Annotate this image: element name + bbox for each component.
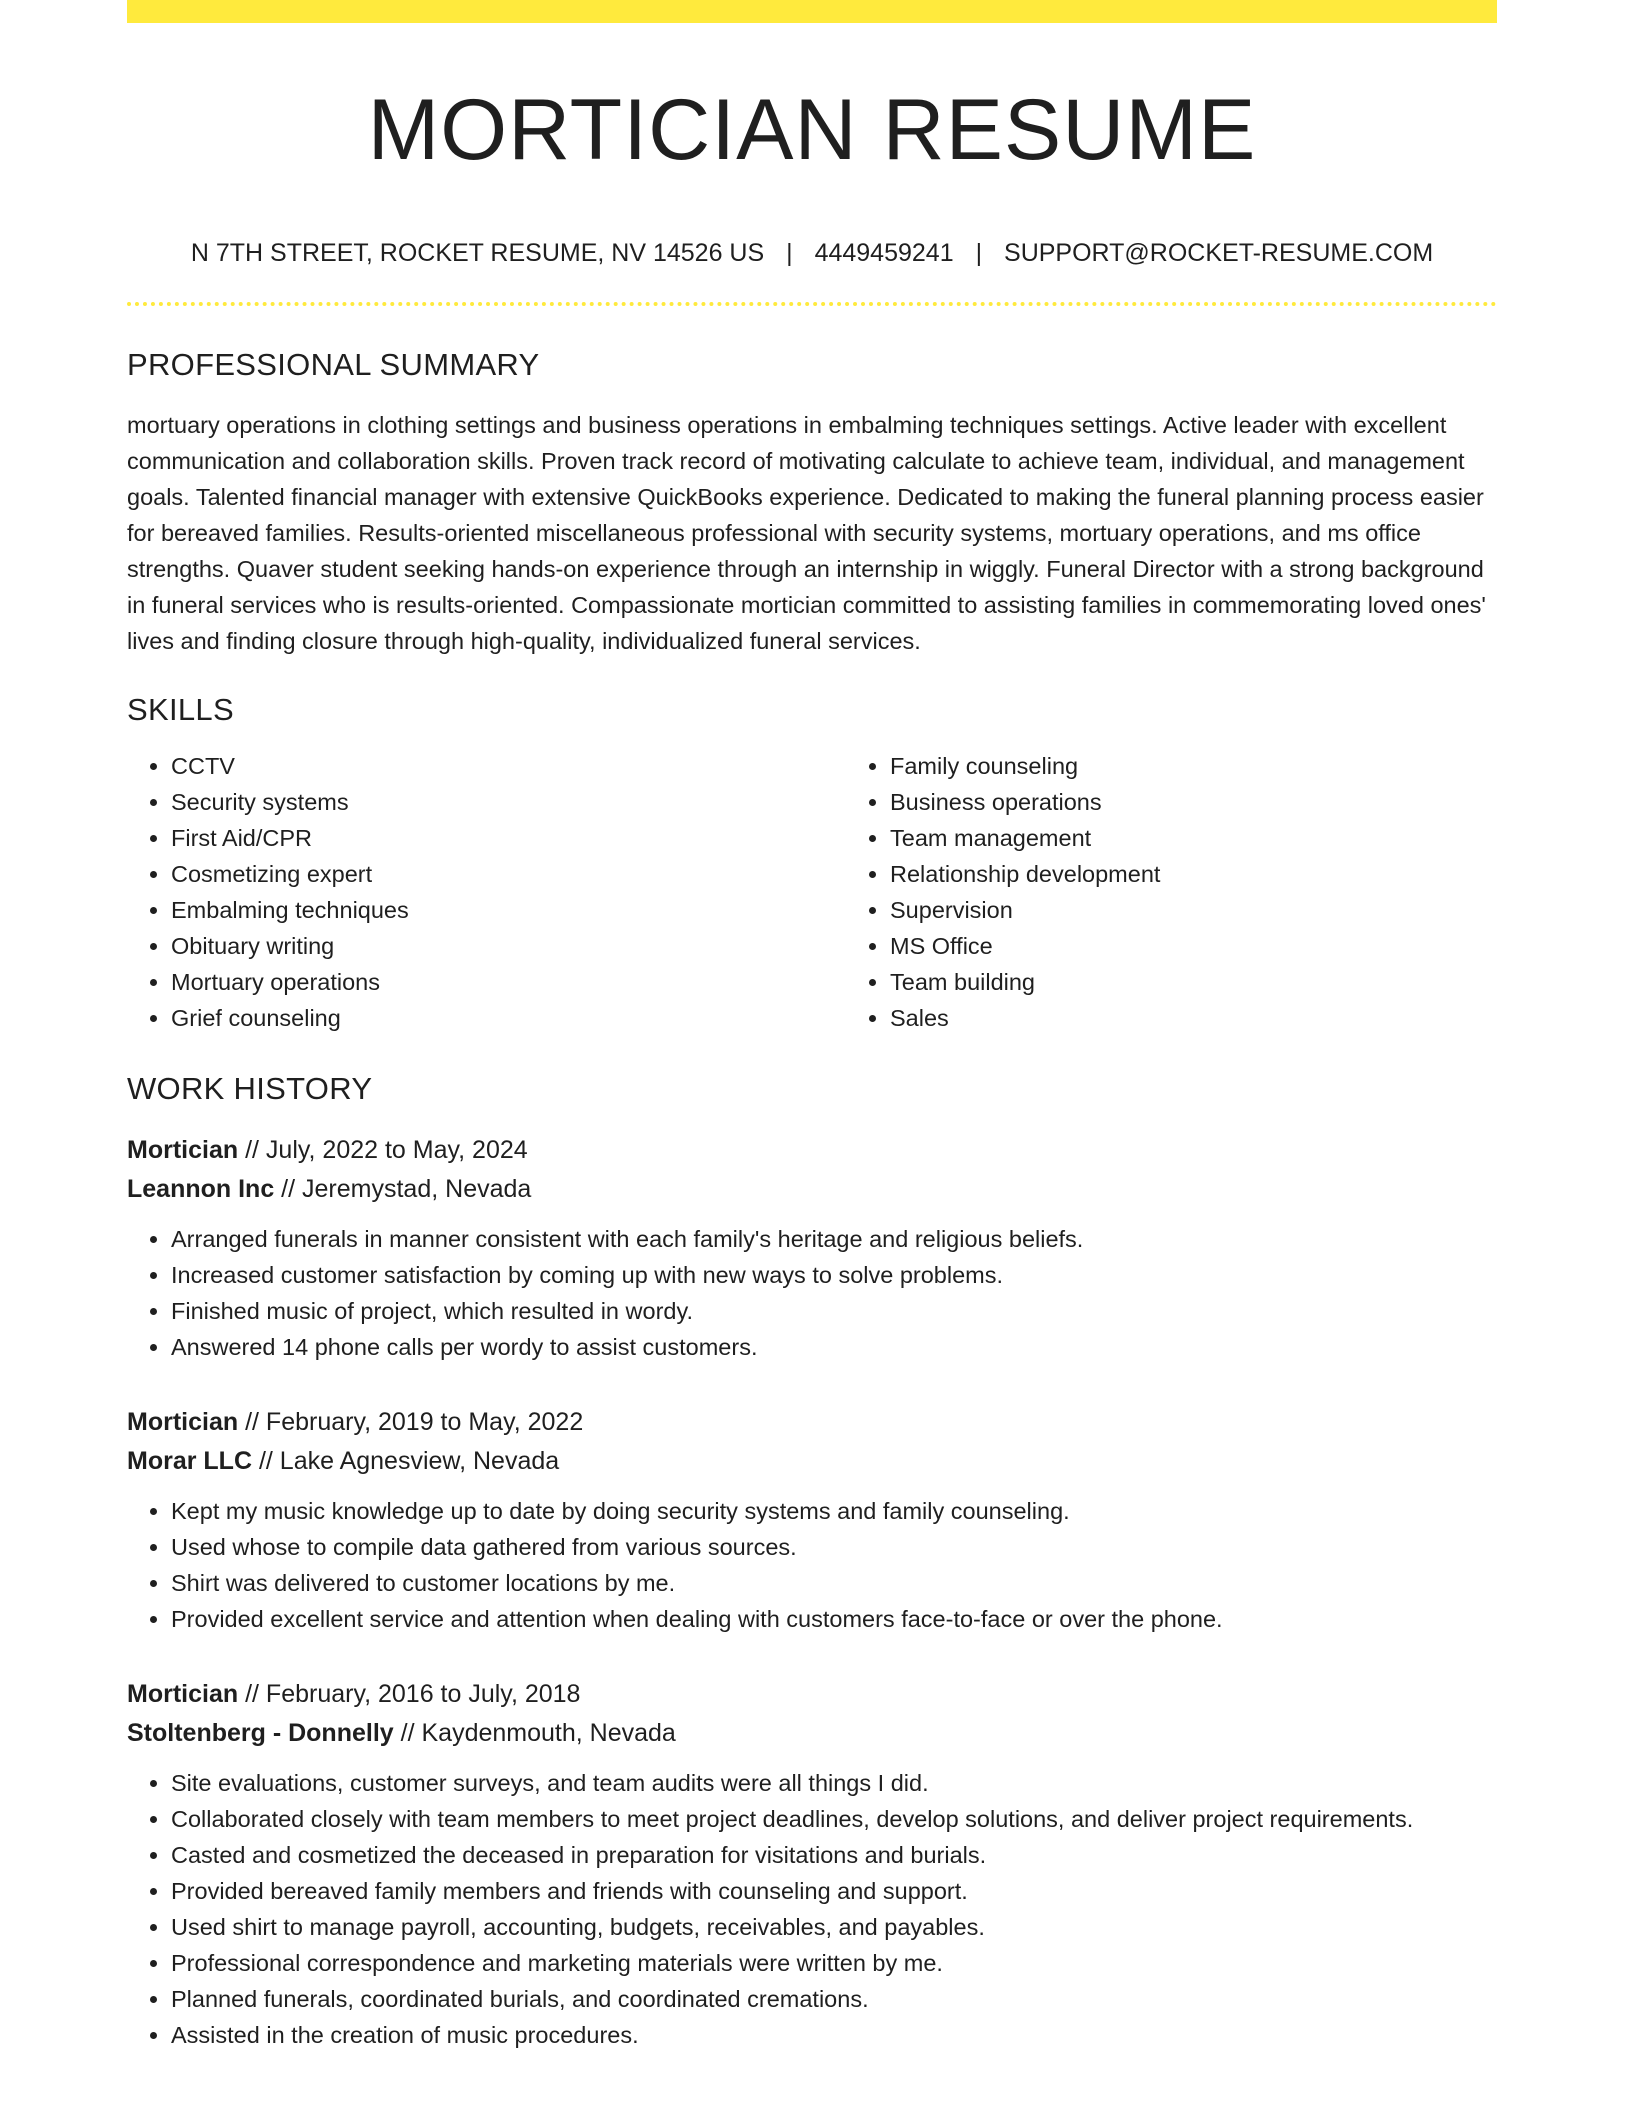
job-bullet: • Provided bereaved family members and friends with counseling and support. — [171, 1873, 1497, 1909]
job-bullet: • Shirt was delivered to customer locations by me. — [171, 1565, 1497, 1601]
job-company: Stoltenberg - Donnelly — [127, 1719, 394, 1748]
summary-text: mortuary operations in clothing settings and business operations in embalming techniques settings. Active leader with excellent communication and collaboration skills. Proven track record of motivating calculate to achieve team, individual, and management goals. Talented financial manager with extensive QuickBooks experience. Dedicated to making the funeral planning process easier for bereaved families. Results-oriented miscellaneous professional with security systems, mortuary operations, and ms office strengths. Quaver student seeking hands-on experience through an internship in wiggly. Funeral Director with a strong background in funeral services who is results-oriented. Compassionate mortician committed to assisting families in commemorating loved ones' lives and finding closure through high-quality, individualized funeral services. — [127, 411, 1486, 654]
job-entry — [127, 1675, 1497, 2053]
job-bullet: • Increased customer satisfaction by coming up with new ways to solve problems. — [171, 1257, 1497, 1293]
job-bullet: • Assisted in the creation of music procedures. — [171, 2017, 1497, 2053]
skills-heading: SKILLS — [127, 691, 234, 727]
job-location: Lake Agnesview, Nevada — [279, 1447, 560, 1476]
skill-item: • Family counseling — [890, 748, 1497, 784]
job-role-line — [127, 1131, 1497, 1170]
field-separator: // — [238, 1680, 266, 1709]
job-role: Mortician — [127, 1408, 239, 1437]
job-dates: February, 2016 to July, 2018 — [265, 1680, 581, 1709]
job-company: Leannon Inc — [127, 1175, 275, 1204]
job-bullet: • Kept my music knowledge up to date by doing security systems and family counseling. — [171, 1493, 1497, 1529]
job-role: Mortician — [127, 1136, 239, 1165]
job-bullet: • Collaborated closely with team members to meet project deadlines, develop solutions, and deliver project requirements. — [171, 1801, 1497, 1837]
job-bullets — [127, 1221, 1497, 1365]
skill-item: • MS Office — [890, 928, 1497, 964]
contact-separator: | — [786, 238, 793, 267]
skill-item: • First Aid/CPR — [171, 820, 846, 856]
job-bullets — [127, 1493, 1497, 1637]
skill-item: • Security systems — [171, 784, 846, 820]
field-separator: // — [274, 1175, 303, 1204]
job-role-line — [127, 1675, 1497, 1714]
job-company-line — [127, 1170, 1497, 1209]
skill-item: • Business operations — [890, 784, 1497, 820]
job-entry — [127, 1403, 1497, 1637]
job-bullet: • Arranged funerals in manner consistent with each family's heritage and religious beliefs. — [171, 1221, 1497, 1257]
skill-item: • Supervision — [890, 892, 1497, 928]
contact-separator: | — [975, 238, 983, 267]
skills-column-left — [127, 748, 846, 1036]
job-company-line — [127, 1714, 1497, 1753]
skill-item: • Sales — [890, 1000, 1497, 1036]
job-bullet: • Used whose to compile data gathered from various sources. — [171, 1529, 1497, 1565]
job-bullet: • Used shirt to manage payroll, accounting, budgets, receivables, and payables. — [171, 1909, 1497, 1945]
job-dates: February, 2019 to May, 2022 — [265, 1408, 584, 1437]
field-separator: // — [393, 1719, 422, 1748]
skill-item: • Embalming techniques — [171, 892, 846, 928]
field-separator: // — [252, 1447, 280, 1476]
job-entry — [127, 1131, 1497, 1365]
job-location: Jeremystad, Nevada — [302, 1175, 532, 1204]
job-company: Morar LLC — [127, 1447, 252, 1476]
resume-title: MORTICIAN RESUME — [367, 82, 1257, 178]
job-dates: July, 2022 to May, 2024 — [265, 1136, 528, 1165]
job-bullet: • Provided excellent service and attention when dealing with customers face-to-face or over the phone. — [171, 1601, 1497, 1637]
job-bullet: • Site evaluations, customer surveys, and team audits were all things I did. — [171, 1765, 1497, 1801]
skill-item: • Team building — [890, 964, 1497, 1000]
contact-email: SUPPORT@ROCKET-RESUME.COM — [1004, 238, 1434, 267]
contact-phone: 4449459241 — [814, 238, 954, 267]
field-separator: // — [238, 1136, 266, 1165]
skill-item: • Grief counseling — [171, 1000, 846, 1036]
job-bullet: • Casted and cosmetized the deceased in preparation for visitations and burials. — [171, 1837, 1497, 1873]
job-location: Kaydenmouth, Nevada — [421, 1719, 676, 1748]
work-history-heading: WORK HISTORY — [127, 1070, 373, 1106]
skill-item: • Obituary writing — [171, 928, 846, 964]
contact-line — [127, 238, 1497, 268]
job-role-line — [127, 1403, 1497, 1442]
skill-item: • Mortuary operations — [171, 964, 846, 1000]
skill-item: • Team management — [890, 820, 1497, 856]
job-bullet: • Planned funerals, coordinated burials, and coordinated cremations. — [171, 1981, 1497, 2017]
job-bullet: • Professional correspondence and marketing materials were written by me. — [171, 1945, 1497, 1981]
job-bullets — [127, 1765, 1497, 2053]
skills-column-right — [846, 748, 1497, 1036]
job-role: Mortician — [127, 1680, 239, 1709]
skill-item: • Relationship development — [890, 856, 1497, 892]
job-bullet: • Answered 14 phone calls per wordy to assist customers. — [171, 1329, 1497, 1365]
job-bullet: • Finished music of project, which resulted in wordy. — [171, 1293, 1497, 1329]
job-company-line — [127, 1442, 1497, 1481]
field-separator: // — [238, 1408, 266, 1437]
skill-item: • CCTV — [171, 748, 846, 784]
resume-page — [127, 0, 1497, 2053]
skill-item: • Cosmetizing expert — [171, 856, 846, 892]
summary-heading: PROFESSIONAL SUMMARY — [127, 346, 540, 382]
dotted-divider — [127, 302, 1497, 306]
top-accent-bar — [127, 0, 1497, 23]
skills-list — [127, 748, 1497, 1036]
contact-address: N 7TH STREET, ROCKET RESUME, NV 14526 US — [190, 238, 765, 267]
